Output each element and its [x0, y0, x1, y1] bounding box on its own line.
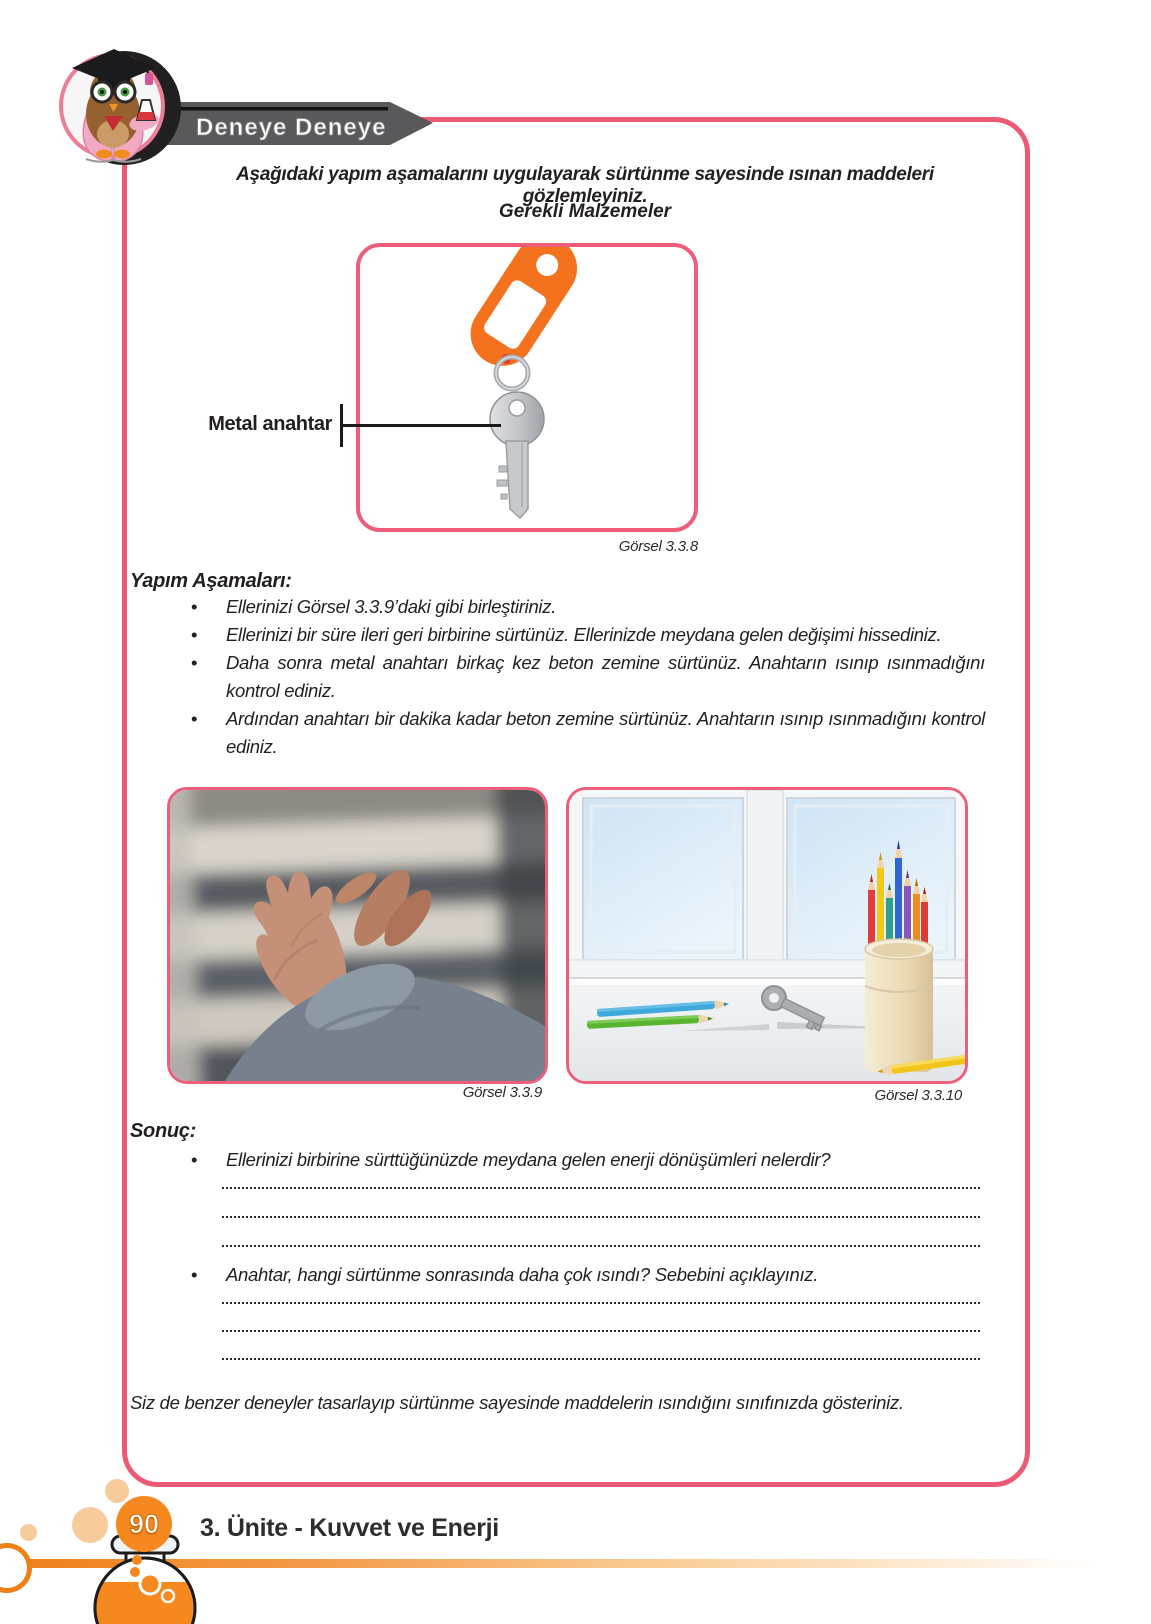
- deco-circle-icon: [105, 1479, 129, 1503]
- question-item: [185, 1146, 985, 1174]
- unit-title: 3. Ünite - Kuvvet ve Enerji: [200, 1514, 499, 1542]
- step-text: Ellerinizi bir süre ileri geri birbirine sürtünüz. Ellerinizde meydana gelen değişimi hissediniz.: [226, 624, 942, 645]
- steps-heading: Yapım Aşamaları:: [130, 570, 292, 592]
- step-text: Ardından anahtarı bir dakika kadar beton zemine sürtünüz. Anahtarın ısınıp ısınmadığını kontrol ediniz.: [226, 708, 985, 757]
- question-text: Anahtar, hangi sürtünme sonrasında daha çok ısındı? Sebebini açıklayınız.: [226, 1264, 819, 1285]
- material-label: Metal anahtar: [208, 413, 332, 435]
- banner-label: Deneye Deneye: [196, 114, 387, 141]
- figure-caption: Görsel 3.3.8: [618, 538, 698, 555]
- answer-dotted-line: [222, 1216, 980, 1218]
- step-item: [185, 705, 985, 761]
- answer-dotted-line: [222, 1187, 980, 1189]
- question-text: Ellerinizi birbirine sürttüğünüzde meydana gelen enerji dönüşümleri nelerdir?: [226, 1149, 831, 1170]
- bullet-icon: [185, 649, 226, 705]
- steps-list: [185, 593, 985, 761]
- step-item: [185, 649, 985, 705]
- section-banner: [150, 102, 435, 145]
- illustration-windowsill: [566, 787, 968, 1084]
- key-with-tag-icon: [360, 247, 694, 528]
- figure-metal-key: [356, 243, 698, 532]
- materials-heading: Gerekli Malzemeler: [498, 201, 672, 222]
- owl-mascot-icon: [50, 28, 186, 184]
- step-text: Daha sonra metal anahtarı birkaç kez beton zemine sürtünüz. Anahtarın ısınıp ısınmadığını kontrol ediniz.: [226, 652, 985, 701]
- figure-caption: Görsel 3.3.10: [874, 1087, 962, 1104]
- banner-ribbon-icon: [150, 102, 435, 145]
- bullet-icon: [185, 1146, 226, 1174]
- closing-instruction: Siz de benzer deneyler tasarlayıp sürtünme sayesinde maddelerin ısındığını sınıfınızda gösteriniz.: [130, 1392, 904, 1413]
- answer-dotted-line: [222, 1330, 980, 1332]
- bullet-icon: [185, 705, 226, 761]
- page-number: 90: [128, 1508, 160, 1539]
- result-heading: Sonuç:: [130, 1120, 196, 1142]
- bullet-icon: [185, 621, 226, 649]
- question-item: [185, 1261, 985, 1289]
- step-item: [185, 621, 985, 649]
- deco-circle-icon: [20, 1524, 37, 1541]
- experiment-instruction: Aşağıdaki yapım aşamalarını uygulayarak sürtünme sayesinde ısınan maddeleri gözlemleyiniz.: [236, 164, 934, 207]
- bullet-icon: [185, 1261, 226, 1289]
- footer-ring-icon: [0, 1543, 32, 1593]
- answer-dotted-line: [222, 1245, 980, 1247]
- page-number-badge: [116, 1496, 172, 1552]
- answer-dotted-line: [222, 1302, 980, 1304]
- step-text: Ellerinizi Görsel 3.3.9’daki gibi birleştiriniz.: [226, 596, 557, 617]
- label-pointer-line: [343, 424, 501, 427]
- answer-dotted-line: [222, 1358, 980, 1360]
- bullet-icon: [185, 593, 226, 621]
- photo-hands-rubbing: [167, 787, 548, 1084]
- step-item: [185, 593, 985, 621]
- figure-caption: Görsel 3.3.9: [462, 1084, 542, 1101]
